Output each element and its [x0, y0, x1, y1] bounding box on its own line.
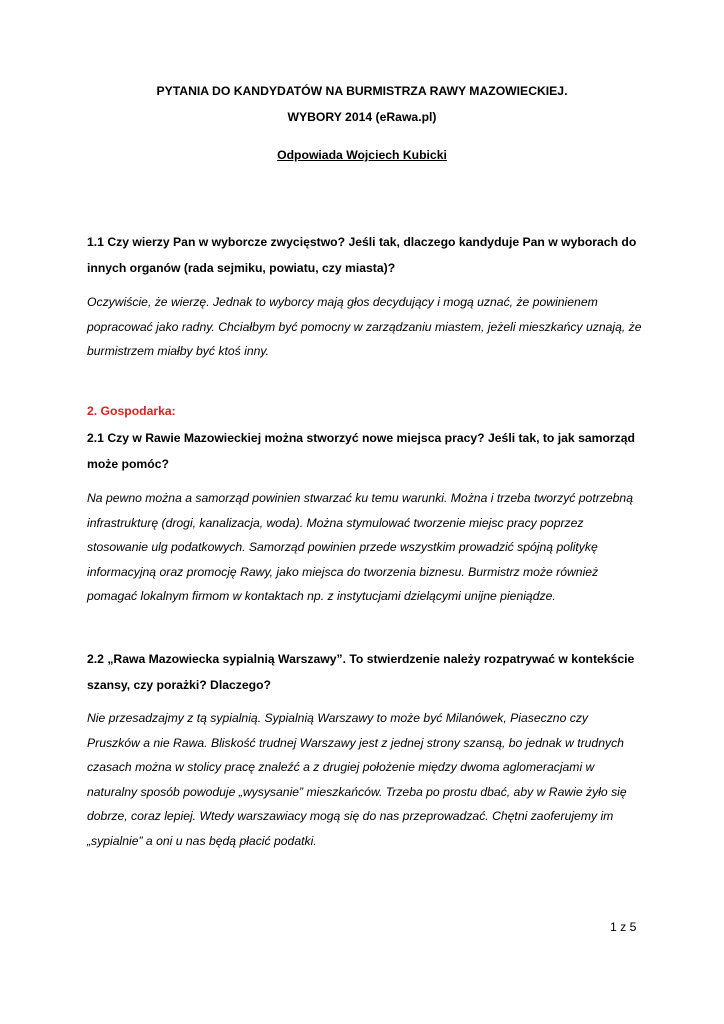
question-line: może pomóc?: [87, 457, 169, 471]
answer-line: Na pewno można a samorząd powinien stwarzać ku temu warunki. Można i trzeba tworzyć potrzebną: [87, 491, 633, 505]
answer-2-2: [87, 706, 647, 854]
answer-line: naturalny sposób powoduje „wysysanie” mieszkańców. Trzeba po prostu dbać, aby w Rawie żyło się: [87, 784, 627, 799]
page-number: 1 z 5: [610, 920, 637, 934]
question-1-1: [87, 229, 647, 281]
answer-line: burmistrzem miałby być ktoś inny.: [87, 344, 269, 359]
question-line: 2.1 Czy w Rawie Mazowieckiej można stworzyć nowe miejsca pracy? Jeśli tak, to jak samorząd: [87, 431, 635, 445]
answer-line: infrastrukturę (drogi, kanalizacja, woda). Można stymulować tworzenie miejsc pracy poprzez: [87, 515, 584, 530]
answer-line: informacyjną oraz promocję Rawy, jako miejsca do tworzenia biznesu. Burmistrz może również: [87, 564, 599, 579]
answer-line: Oczywiście, że wierzę. Jednak to wyborcy mają głos decydujący i mogą uznać, że powinienem: [87, 295, 598, 309]
document-title: PYTANIA DO KANDYDATÓW NA BURMISTRZA RAWY MAZOWIECKIEJ.: [156, 84, 568, 98]
answer-line: Nie przesadzajmy z tą sypialnią. Sypialnią Warszawy to może być Milanówek, Piaseczno czy: [87, 711, 589, 725]
respondent-heading: Odpowiada Wojciech Kubicki: [277, 148, 447, 162]
question-line: 2.2 „Rawa Mazowiecka sypialnią Warszawy”. To stwierdzenie należy rozpatrywać w kontekście: [87, 652, 635, 666]
answer-line: pomagać lokalnym firmom w kontaktach np. z instytucjami dzielącymi unijne pieniądze.: [87, 589, 556, 604]
answer-line: czasach można w stolicy pracę znaleźć a z drugiej położenie między dwoma aglomeracjami w: [87, 760, 595, 775]
question-2-2: [87, 646, 647, 698]
answer-1-1: [87, 290, 647, 364]
question-2-1: [87, 425, 647, 477]
question-line: szansy, czy porażki? Dlaczego?: [87, 678, 272, 692]
document-subtitle: WYBORY 2014 (eRawa.pl): [287, 110, 437, 124]
question-line: innych organów (rada sejmiku, powiatu, czy miasta)?: [87, 261, 396, 275]
answer-line: „sypialnie” a oni u nas będą płacić podatki.: [87, 833, 317, 848]
answer-2-1: [87, 486, 647, 609]
question-line: 1.1 Czy wierzy Pan w wyborcze zwycięstwo? Jeśli tak, dlaczego kandyduje Pan w wyborach do: [87, 235, 637, 249]
section-heading-economy: 2. Gospodarka:: [87, 404, 176, 418]
answer-line: popracować jako radny. Chciałbym być pomocny w zarządzaniu miastem, jeżeli mieszkańcy uznają, że: [87, 319, 642, 334]
answer-line: stosowanie ulg podatkowych. Samorząd powinien przede wszystkim prowadzić spójną politykę: [87, 540, 598, 555]
answer-line: Pruszków a nie Rawa. Bliskość trudnej Warszawy jest z jednej strony szansą, bo jednak w trudnych: [87, 735, 624, 750]
answer-line: dobrze, coraz lepiej. Wtedy warszawiacy mogą się do nas przeprowadzać. Chętni zaoferujemy im: [87, 809, 614, 824]
